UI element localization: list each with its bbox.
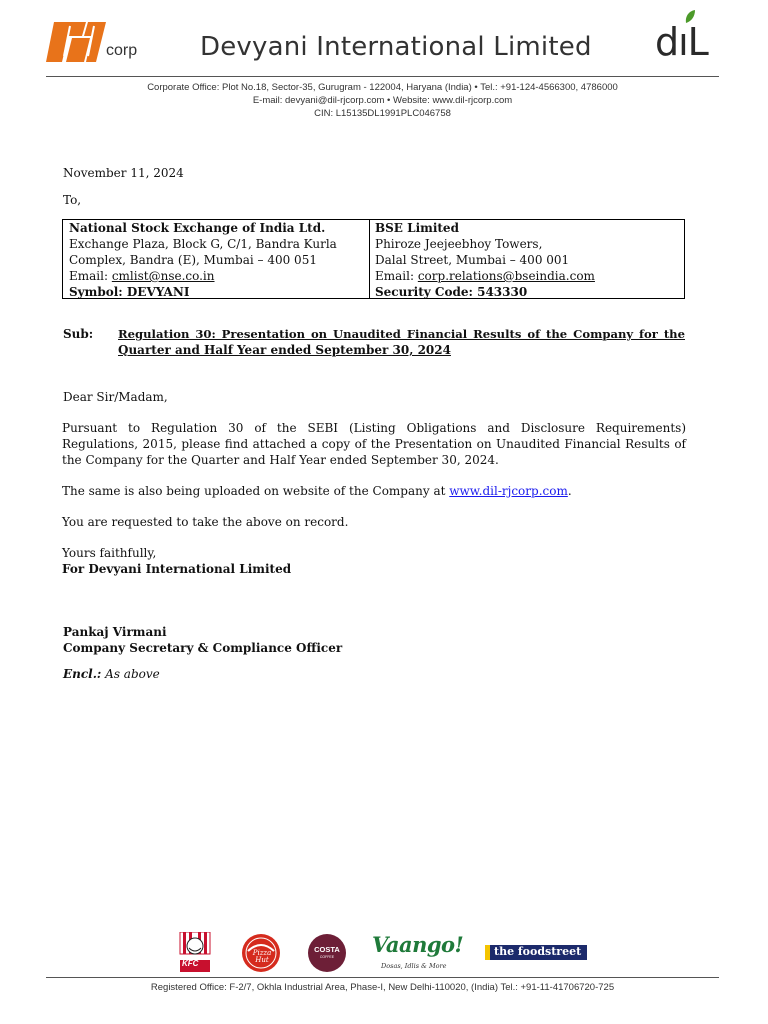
signatory-name: Pankaj Virmani [63,625,167,639]
letter-date: November 11, 2024 [63,166,184,180]
nse-email-link[interactable]: cmlist@nse.co.in [111,269,215,283]
pizza-hut-logo-text: Pizza Hut [252,949,272,964]
bse-email-row [375,268,595,284]
rj-logo-icon [46,22,108,62]
rj-corp-logo [46,22,146,68]
nse-address-line1: Exchange Plaza, Block G, C/1, Bandra Kurla [69,237,337,251]
bse-email-label: Email: [375,269,418,283]
addressee-table [62,219,685,299]
header-rule [46,76,719,77]
vaango-tagline: Dosas, Idlis & More [381,962,447,970]
dil-logo [655,10,725,66]
paragraph-2-text: The same is also being uploaded on website of the Company at [62,484,450,498]
footer-rule [46,977,719,978]
paragraph-1: Pursuant to Regulation 30 of the SEBI (Listing Obligations and Disclosure Requirements) Regulations, 2015, please find attached a copy of the Presentation on Unaudited Financial Results of the Company for the Quarter and Half Year ended September 30, 2024. [62,421,686,467]
kfc-logo-text: KFC [182,959,199,968]
subject-line1: Regulation 30: Presentation on Unaudited Financial Results of the Company for the [118,327,685,341]
nse-email-row [69,268,337,284]
leaf-icon [684,10,696,24]
company-name-heading: Devyani International Limited [200,32,592,62]
enclosure-label: Encl.: [63,667,102,681]
foodstreet-logo-text: the foodstreet [494,945,582,958]
vaango-logo-text: Vaango! [372,932,464,957]
subject-line2: Quarter and Half Year ended September 30, 2024 [118,343,451,357]
email-website-line: E-mail: devyani@dil-rjcorp.com • Website: www.dil-rjcorp.com [252,95,513,106]
rj-logo-corp-text: corp [106,42,138,59]
nse-email-label: Email: [69,269,112,283]
bse-email-link[interactable]: corp.relations@bseindia.com [417,269,595,283]
paragraph-3: You are requested to take the above on record. [62,515,349,529]
nse-name: National Stock Exchange of India Ltd. [69,221,326,235]
costa-logo-text: COSTA [314,945,340,954]
bse-security-code: Security Code: 543330 [375,285,528,299]
salutation: Dear Sir/Madam, [63,390,168,404]
to-line: To, [63,193,82,207]
foodstreet-logo [485,945,587,960]
nse-symbol: Symbol: DEVYANI [69,285,190,299]
table-divider [369,220,370,298]
nse-address-line2: Complex, Bandra (E), Mumbai – 400 051 [69,253,317,267]
signatory-title: Company Secretary & Compliance Officer [63,641,343,655]
registered-office-line: Registered Office: F-2/7, Okhla Industrial Area, Phase-I, New Delhi-110020, (India) Tel.: +91-11-41706720-725 [150,982,615,993]
bse-name: BSE Limited [375,221,459,235]
nse-cell [69,220,337,300]
costa-logo-subtext: COFFEE [319,955,335,959]
enclosure-value: As above [101,667,160,681]
foodstreet-accent [485,945,490,960]
closing-line: Yours faithfully, [62,546,157,560]
subject-label: Sub: [63,327,94,341]
dil-logo-text: dıL [655,20,708,64]
bse-cell [375,220,595,300]
enclosure-line [63,666,160,682]
corporate-office-line: Corporate Office: Plot No.18, Sector-35, Gurugram - 122004, Haryana (India) • Tel.: +91-124-4566300, 4786000 [147,82,618,93]
bse-address-line2: Dalal Street, Mumbai – 400 001 [375,253,570,267]
paragraph-2-period: . [567,484,572,498]
paragraph-2 [62,483,572,499]
website-link[interactable]: www.dil-rjcorp.com [449,484,568,498]
brand-logos-strip [0,928,768,976]
cin-line: CIN: L15135DL1991PLC046758 [314,108,451,119]
bse-address-line1: Phiroze Jeejeebhoy Towers, [375,237,543,251]
for-company-line: For Devyani International Limited [62,562,292,576]
